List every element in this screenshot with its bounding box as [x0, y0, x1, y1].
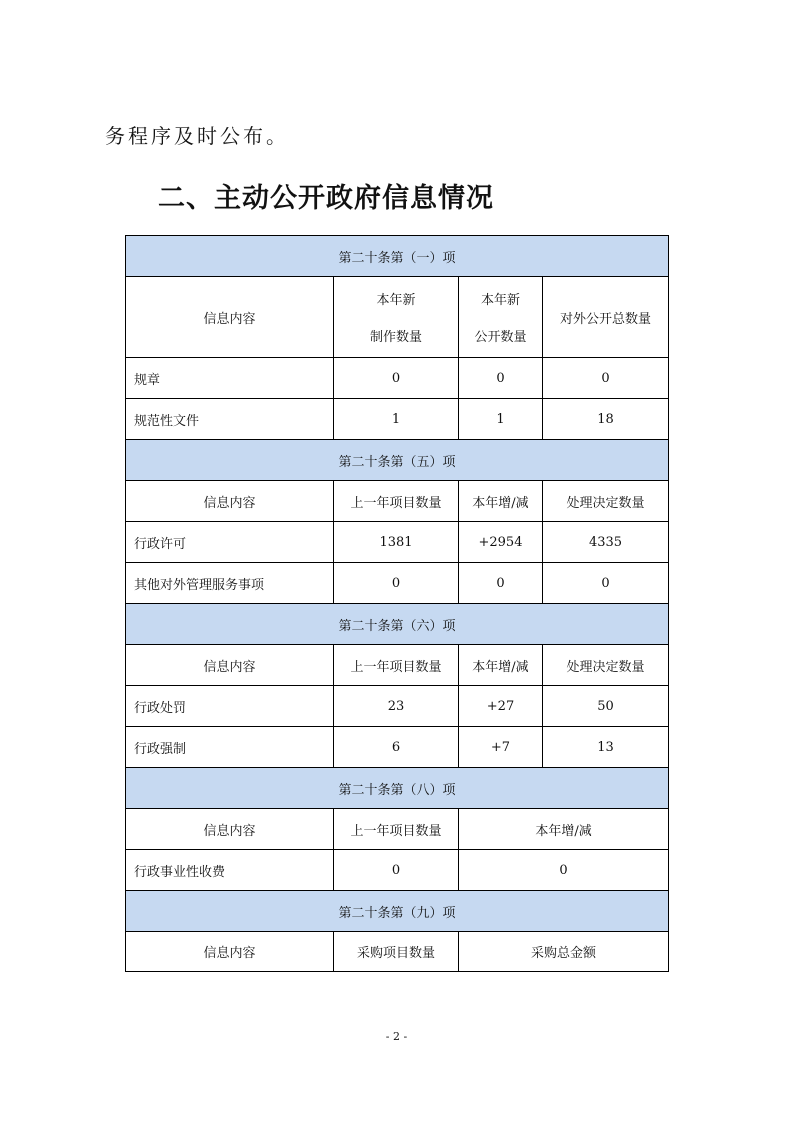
table-row [126, 563, 669, 604]
header-cell: 本年增/减 [459, 809, 669, 850]
header-cell: 信息内容 [126, 645, 334, 686]
header-cell: 信息内容 [126, 809, 334, 850]
header-cell: 处理决定数量 [543, 481, 669, 522]
table-cell: 1 [459, 399, 543, 440]
header-cell: 采购项目数量 [334, 932, 459, 972]
disclosure-table [125, 235, 669, 972]
table-cell: 0 [543, 358, 669, 399]
row-label: 规章 [126, 358, 334, 399]
table-cell: 4335 [543, 522, 669, 563]
section-title-row [126, 891, 669, 932]
section-heading: 二、主动公开政府信息情况 [158, 183, 494, 214]
header-cell [334, 277, 459, 358]
row-label: 行政处罚 [126, 686, 334, 727]
table-cell: 0 [334, 563, 459, 604]
row-label: 行政强制 [126, 727, 334, 768]
header-row [126, 809, 669, 850]
section-title-row [126, 440, 669, 481]
header-cell: 本年增/减 [459, 481, 543, 522]
table-cell: 6 [334, 727, 459, 768]
table-cell: 23 [334, 686, 459, 727]
header-line: 公开数量 [474, 330, 527, 345]
header-row [126, 932, 669, 972]
table-row [126, 399, 669, 440]
section-title-row [126, 604, 669, 645]
header-row [126, 481, 669, 522]
header-line: 本年新 [480, 293, 520, 308]
section-title: 第二十条第（六）项 [126, 604, 669, 645]
table-cell: 18 [543, 399, 669, 440]
table-row [126, 850, 669, 891]
header-cell: 信息内容 [126, 277, 334, 358]
table-cell: 13 [543, 727, 669, 768]
header-line: 制作数量 [369, 330, 422, 345]
row-label: 规范性文件 [126, 399, 334, 440]
table-cell: 1 [334, 399, 459, 440]
table-cell: +2954 [459, 522, 543, 563]
table-cell: +7 [459, 727, 543, 768]
header-cell: 信息内容 [126, 932, 334, 972]
header-cell: 对外公开总数量 [543, 277, 669, 358]
table-row [126, 522, 669, 563]
section-title-row [126, 236, 669, 277]
table-row [126, 358, 669, 399]
table-cell: 0 [543, 563, 669, 604]
header-cell: 信息内容 [126, 481, 334, 522]
header-cell: 本年增/减 [459, 645, 543, 686]
table-cell: 50 [543, 686, 669, 727]
row-label: 行政许可 [126, 522, 334, 563]
section-title-row [126, 768, 669, 809]
row-label: 其他对外管理服务事项 [126, 563, 334, 604]
section-title: 第二十条第（一）项 [126, 236, 669, 277]
table-row [126, 686, 669, 727]
header-cell [459, 277, 543, 358]
section-title: 第二十条第（八）项 [126, 768, 669, 809]
header-line: 本年新 [376, 293, 416, 308]
section-title: 第二十条第（五）项 [126, 440, 669, 481]
table-cell: 0 [459, 563, 543, 604]
header-cell: 上一年项目数量 [334, 809, 459, 850]
table-cell: 0 [459, 850, 669, 891]
table-cell: 0 [459, 358, 543, 399]
header-cell: 上一年项目数量 [334, 481, 459, 522]
body-paragraph: 务程序及时公布。 [105, 124, 289, 148]
table-cell: 1381 [334, 522, 459, 563]
header-cell: 采购总金额 [459, 932, 669, 972]
section-title: 第二十条第（九）项 [126, 891, 669, 932]
row-label: 行政事业性收费 [126, 850, 334, 891]
header-row [126, 277, 669, 358]
table-row [126, 727, 669, 768]
table-cell: +27 [459, 686, 543, 727]
table-cell: 0 [334, 850, 459, 891]
page-number: - 2 - [385, 1030, 408, 1043]
table-cell: 0 [334, 358, 459, 399]
header-cell: 处理决定数量 [543, 645, 669, 686]
header-cell: 上一年项目数量 [334, 645, 459, 686]
header-row [126, 645, 669, 686]
